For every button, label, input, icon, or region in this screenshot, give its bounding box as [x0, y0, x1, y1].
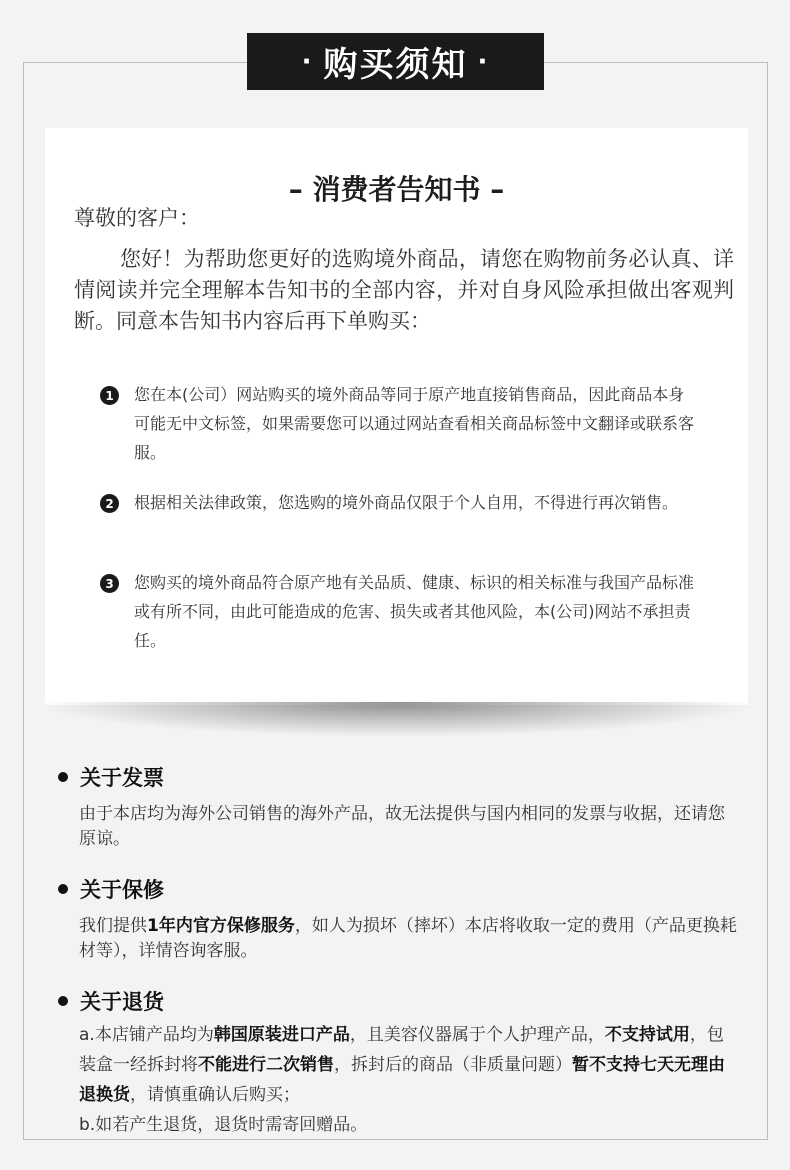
warranty-text-2: ，如人为损坏（摔坏）本店将收取一定的费用（产品更换耗材等），详情咨询客服。	[79, 916, 737, 961]
warranty-highlight: 1年内官方保修服务	[147, 916, 295, 936]
card-shadow	[45, 702, 748, 736]
returns-text-a5: ，包装盒一经拆封将	[79, 1025, 724, 1075]
clause-text: 根据相关法律政策，您选购的境外商品仅限于个人自用，不得进行再次销售。	[134, 493, 679, 512]
section-title: 关于退货	[80, 990, 164, 1014]
returns-highlight-a2: 韩国原装进口产品	[213, 1025, 350, 1045]
returns-text-b: b.如若产生退货，退货时需寄回赠品。	[79, 1115, 368, 1135]
clause-1	[100, 380, 700, 467]
section-title: 关于发票	[80, 766, 164, 790]
notice-title: – 消费者告知书 –	[288, 173, 505, 206]
banner-dot-left: ·	[301, 46, 314, 77]
returns-highlight-a8: 暂不支持七天无理由退换货	[79, 1055, 725, 1105]
returns-highlight-a6: 不能进行二次销售	[198, 1055, 334, 1075]
clause-text: 您在本(公司）网站购买的境外商品等同于原产地直接销售商品，因此商品本身可能无中文标签，如果需要您可以通过网站查看相关商品标签中文翻译或联系客服。	[134, 385, 695, 462]
number-1-icon: 1	[100, 386, 119, 405]
section-invoice	[58, 762, 738, 852]
clause-3	[100, 568, 700, 655]
number-2-icon: 2	[100, 494, 119, 513]
number-3-icon: 3	[100, 574, 119, 593]
bullet-icon	[58, 772, 68, 782]
title-banner	[247, 33, 544, 90]
section-warranty	[58, 874, 738, 964]
clause-text: 您购买的境外商品符合原产地有关品质、健康、标识的相关标准与我国产品标准或有所不同，由此可能造成的危害、损失或者其他风险，本(公司)网站不承担责任。	[134, 573, 695, 650]
section-body	[79, 1020, 738, 1140]
clause-2	[100, 488, 700, 517]
returns-text-a9: ，请慎重确认后购买；	[130, 1085, 300, 1105]
returns-text-a1: a.本店铺产品均为	[79, 1025, 214, 1045]
section-body	[79, 914, 738, 964]
bullet-icon	[58, 996, 68, 1006]
notice-card	[45, 128, 748, 705]
section-returns	[58, 986, 738, 1140]
notice-intro: 您好！为帮助您更好的选购境外商品，请您在购物前务必认真、详情阅读并完全理解本告知书的全部内容，并对自身风险承担做出客观判断。同意本告知书内容后再下单购买：	[74, 247, 734, 333]
notice-greeting: 尊敬的客户：	[74, 206, 200, 230]
banner-dot-right: ·	[477, 46, 490, 77]
returns-text-a7: ，拆封后的商品（非质量问题）	[334, 1055, 572, 1075]
returns-highlight-a4: 不支持试用	[604, 1025, 690, 1045]
banner-title: 购买须知	[323, 45, 468, 85]
section-title: 关于保修	[80, 878, 164, 902]
bullet-icon	[58, 884, 68, 894]
section-body: 由于本店均为海外公司销售的海外产品，故无法提供与国内相同的发票与收据，还请您原谅。	[79, 804, 725, 849]
warranty-text-1: 我们提供	[79, 916, 147, 936]
returns-text-a3: ，且美容仪器属于个人护理产品，	[349, 1025, 605, 1045]
